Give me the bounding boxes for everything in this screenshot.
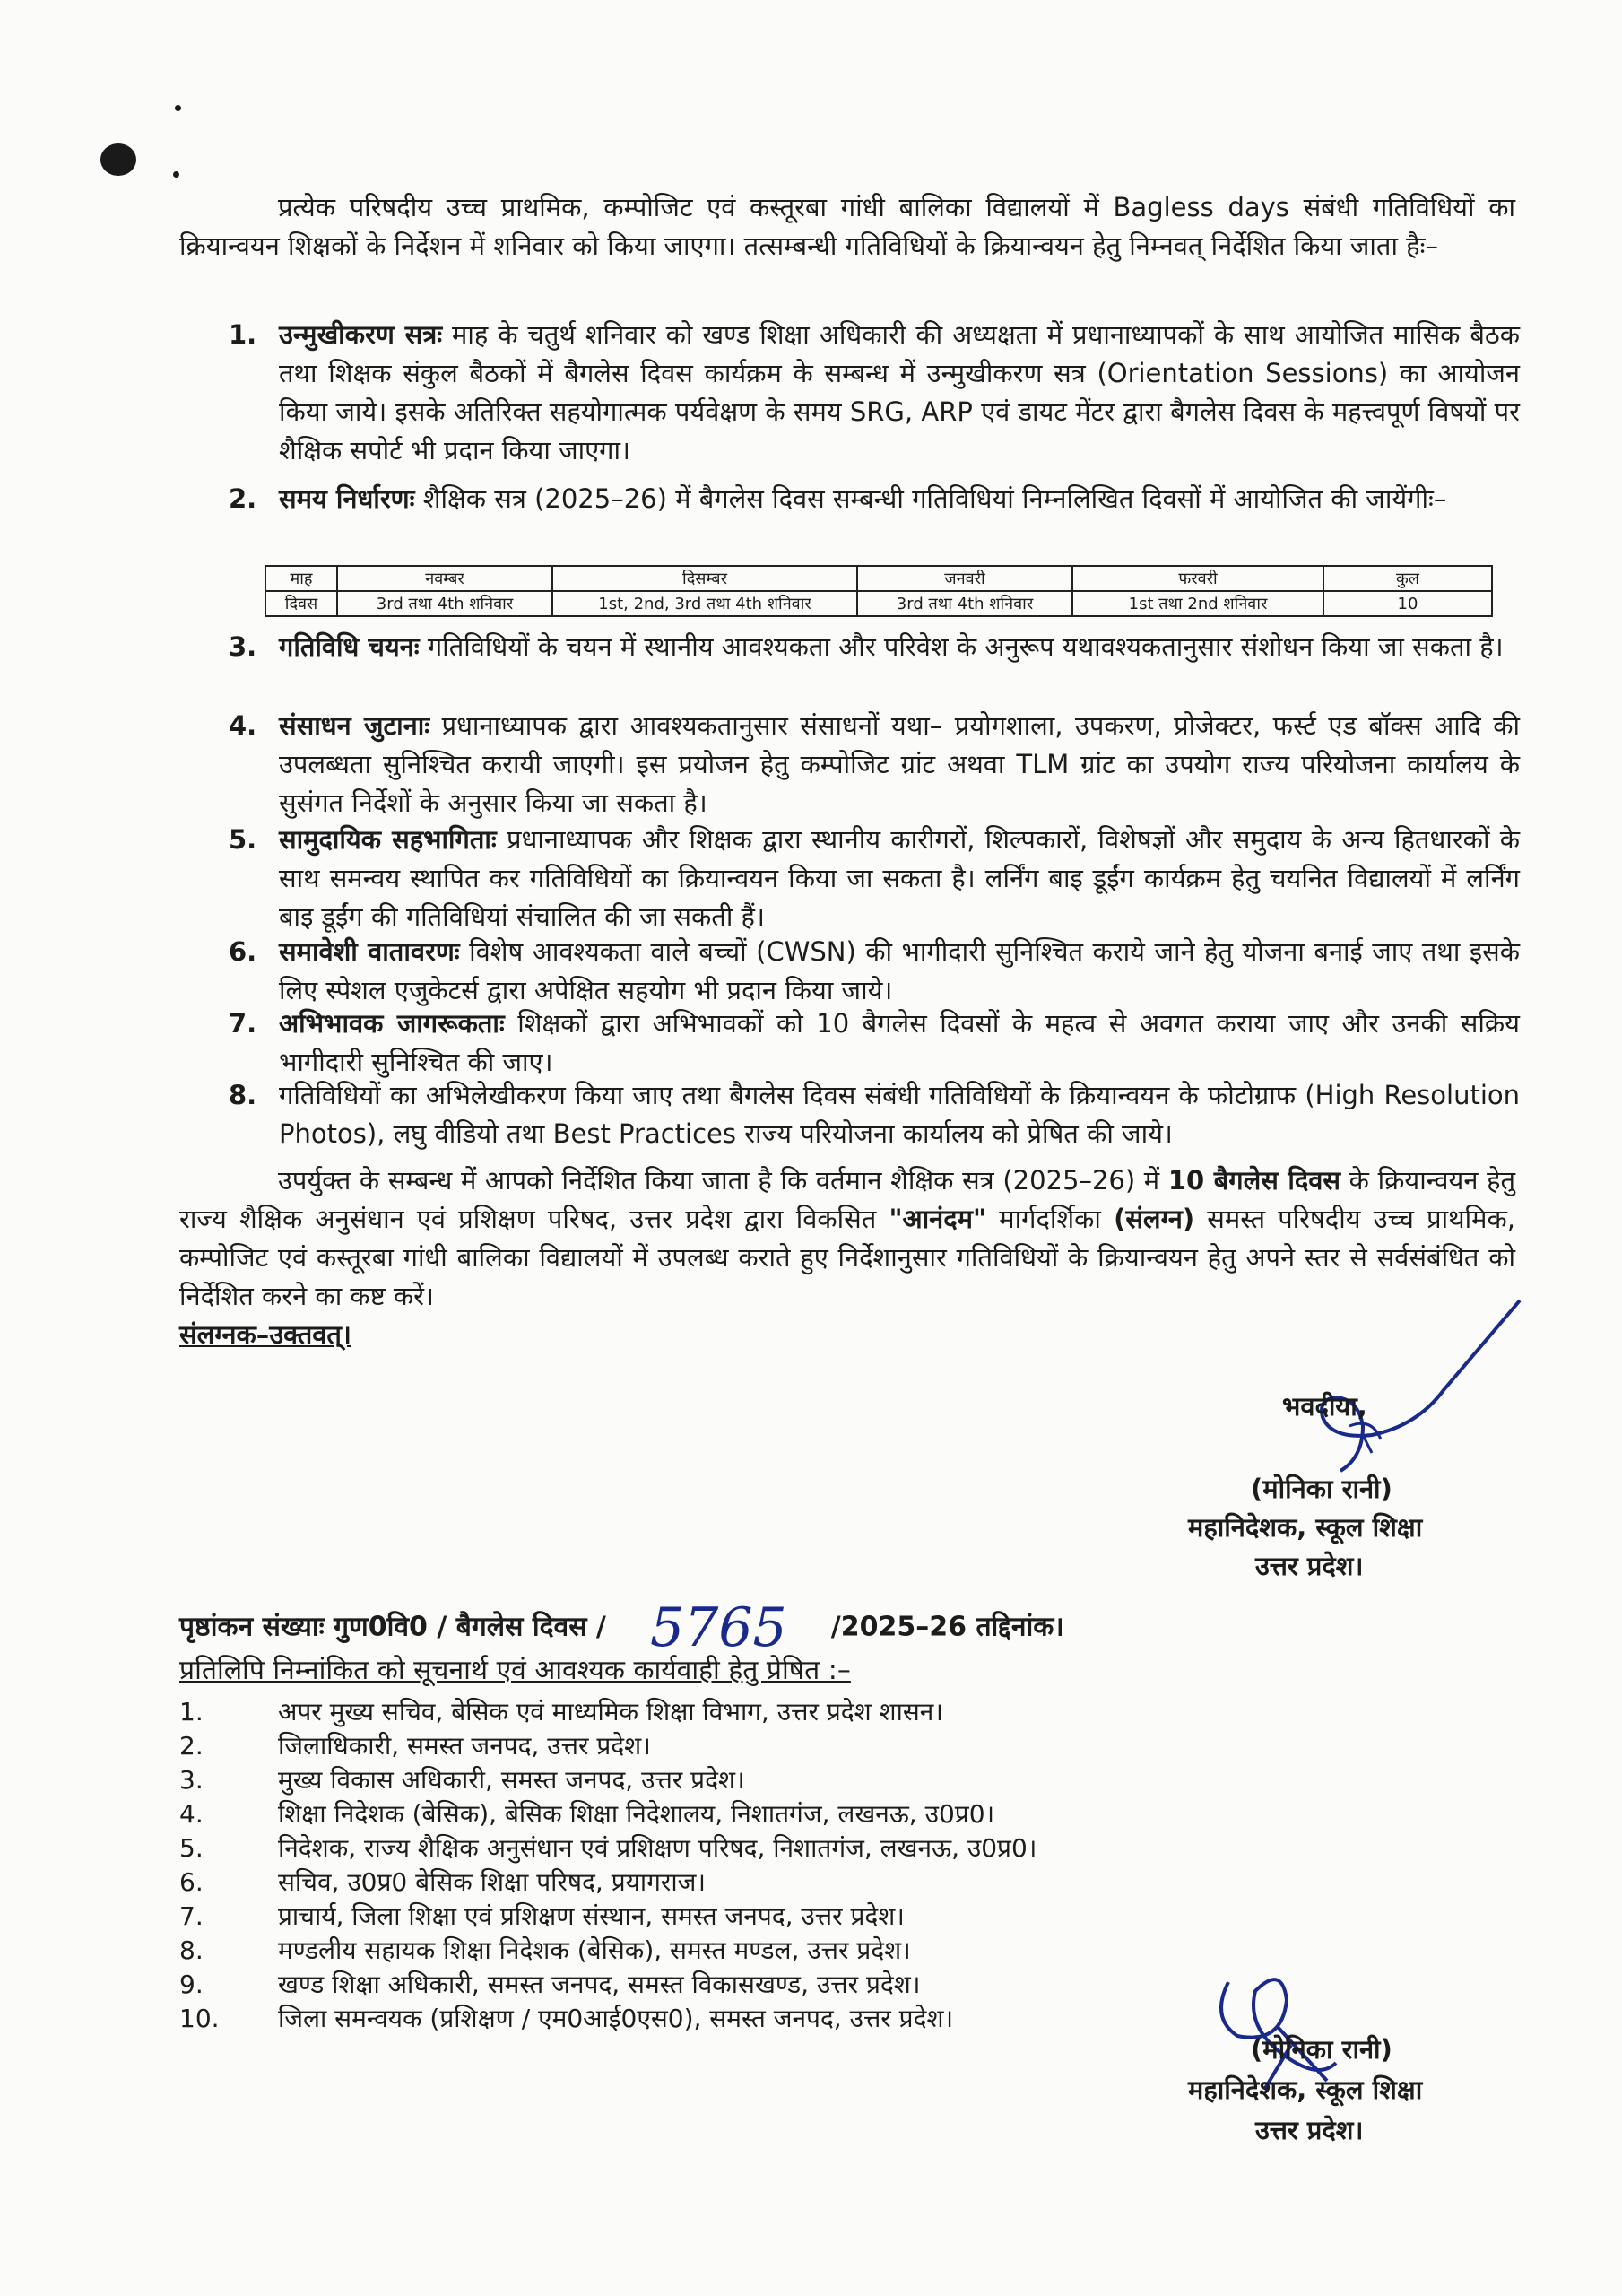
- closing-text: उपर्युक्त के सम्बन्ध में आपको निर्देशित किया जाता है कि वर्तमान शैक्षिक सत्र (2025–26) में: [278, 1165, 1168, 1196]
- item-heading: संसाधन जुटानाः: [279, 710, 430, 741]
- dot-mark: [173, 171, 179, 178]
- table-cell: 1st तथा 2nd शनिवार: [1072, 591, 1323, 616]
- item-number: 4.: [229, 710, 257, 741]
- list-item: [179, 1797, 1479, 1831]
- cc-text: मुख्य विकास अधिकारी, समस्त जनपद, उत्तर प्रदेश।: [278, 1765, 745, 1795]
- list-item: [229, 628, 1520, 666]
- cc-number: 2.: [179, 1731, 204, 1761]
- item-heading: सामुदायिक सहभागिताः: [279, 824, 497, 855]
- reference-prefix: पृष्ठांकन संख्याः गुण0वि0 / बैगलेस दिवस /: [179, 1611, 606, 1643]
- list-item: [229, 707, 1520, 822]
- list-item: [229, 821, 1520, 936]
- cc-number: 7.: [179, 1901, 204, 1931]
- signatory-state: उत्तर प्रदेश।: [1255, 2115, 1364, 2145]
- cc-number: 1.: [179, 1697, 204, 1726]
- list-item: [179, 1763, 1479, 1797]
- cc-text: प्राचार्य, जिला शिक्षा एवं प्रशिक्षण संस्थान, समस्त जनपद, उत्तर प्रदेश।: [278, 1901, 905, 1931]
- item-text: गतिविधियों का अभिलेखीकरण किया जाए तथा बैगलेस दिवस संबंधी गतिविधियों के क्रियान्वयन के फोटोग्राफ (High Resolution Photos), लघु वीडियो तथा Best Practices राज्य परियोजना कार्यालय को प्रेषित की जाये।: [279, 1080, 1520, 1149]
- signatory-name: (मोनिका रानी): [1251, 2034, 1392, 2065]
- closing-bold: (संलग्न): [1114, 1204, 1195, 1234]
- item-text: प्रधानाध्यापक द्वारा आवश्यकतानुसार संसाधनों यथा– प्रयोगशाला, उपकरण, प्रोजेक्टर, फर्स्ट एड बॉक्स आदि की उपलब्धता सुनिश्चित करायी जाएगी। इस प्रयोजन हेतु कम्पोजिट ग्रांट अथवा TLM ग्रांट का उपयोग राज्य परियोजना कार्यालय के सुसंगत निर्देशों के अनुसार किया जा सकता है।: [279, 710, 1520, 818]
- item-heading: उन्मुखीकरण सत्रः: [279, 319, 443, 350]
- list-item: [179, 1831, 1479, 1866]
- signatory-title: महानिदेशक, स्कूल शिक्षा: [1188, 2074, 1423, 2105]
- item-number: 2.: [229, 483, 257, 514]
- cc-heading: प्रतिलिपि निम्नांकित को सूचनार्थ एवं आवश्यक कार्यवाही हेतु प्रेषित :–: [179, 1655, 851, 1686]
- table-cell: 1st, 2nd, 3rd तथा 4th शनिवार: [552, 591, 857, 616]
- item-number: 6.: [229, 936, 257, 967]
- list-item: [179, 1866, 1479, 1900]
- item-heading: अभिभावक जागरूकताः: [279, 1008, 505, 1039]
- list-item: [229, 1076, 1520, 1153]
- table-header-row: [265, 566, 1492, 591]
- punch-hole-mark: [100, 144, 136, 176]
- table-header-cell: जनवरी: [857, 566, 1072, 591]
- item-text: विशेष आवश्यकता वाले बच्चों (CWSN) की भागीदारी सुनिश्चित कराये जाने हेतु योजना बनाई जाए तथा इसके लिए स्पेशल एजुकेटर्स द्वारा अपेक्षित सहयोग भी प्रदान किया जाये।: [279, 936, 1520, 1005]
- cc-text: सचिव, उ0प्र0 बेसिक शिक्षा परिषद, प्रयागराज।: [278, 1867, 706, 1897]
- cc-text: निदेशक, राज्य शैक्षिक अनुसंधान एवं प्रशिक्षण परिषद, निशातगंज, लखनऊ, उ0प्र0।: [278, 1833, 1037, 1863]
- item-text: शिक्षकों द्वारा अभिभावकों को 10 बैगलेस दिवसों के महत्व से अवगत कराया जाए और उनकी सक्रिय भागीदारी सुनिश्चित की जाए।: [279, 1008, 1520, 1077]
- list-item: [229, 316, 1520, 470]
- table-cell: 3rd तथा 4th शनिवार: [857, 591, 1072, 616]
- list-item: [179, 1695, 1479, 1729]
- cc-number: 3.: [179, 1765, 204, 1795]
- list-item: [229, 1004, 1520, 1082]
- schedule-table: [265, 565, 1493, 617]
- item-number: 3.: [229, 631, 257, 662]
- list-item: [229, 480, 1520, 518]
- closing-text: मार्गदर्शिका: [986, 1204, 1115, 1234]
- cc-number: 10.: [179, 2004, 220, 2033]
- intro-paragraph: प्रत्येक परिषदीय उच्च प्राथमिक, कम्पोजिट एवं कस्तूरबा गांधी बालिका विद्यालयों में Bagless days संबंधी गतिविधियों का क्रियान्वयन शिक्षकों के निर्देशन में शनिवार को किया जाएगा। तत्सम्बन्धी गतिविधियों के क्रियान्वयन हेतु निम्नवत् निर्देशित किया जाता हैः–: [179, 192, 1515, 261]
- item-number: 8.: [229, 1080, 257, 1110]
- item-number: 7.: [229, 1008, 257, 1039]
- cc-number: 6.: [179, 1867, 204, 1897]
- cc-text: मण्डलीय सहायक शिक्षा निदेशक (बेसिक), समस्त मण्डल, उत्तर प्रदेश।: [278, 1935, 911, 1965]
- cc-number: 9.: [179, 1970, 204, 1999]
- table-row: [265, 591, 1492, 616]
- cc-text: शिक्षा निदेशक (बेसिक), बेसिक शिक्षा निदेशालय, निशातगंज, लखनऊ, उ0प्र0।: [278, 1799, 995, 1829]
- item-number: 1.: [229, 319, 257, 350]
- table-cell: 3rd तथा 4th शनिवार: [337, 591, 552, 616]
- item-text: शैक्षिक सत्र (2025–26) में बैगलेस दिवस सम्बन्धी गतिविधियां निम्नलिखित दिवसों में आयोजित की जायेंगीः–: [414, 483, 1447, 514]
- item-text: माह के चतुर्थ शनिवार को खण्ड शिक्षा अधिकारी की अध्यक्षता में प्रधानाध्यापकों के साथ आयोजित मासिक बैठक तथा शिक्षक संकुल बैठकों में बैगलेस दिवस कार्यक्रम के सम्बन्ध में उन्मुखीकरण सत्र (Orientation Sessions) का आयोजन किया जाये। इसके अतिरिक्त सहयोगात्मक पर्यवेक्षण के समय SRG, ARP एवं डायट मेंटर द्वारा बैगलेस दिवस के महत्त्वपूर्ण विषयों पर शैक्षिक सपोर्ट भी प्रदान किया जाएगा।: [279, 319, 1520, 465]
- closing-text: समस्त परिषदीय उच्च प्राथमिक, कम्पोजिट एवं कस्तूरबा गांधी बालिका विद्यालयों में उपलब्ध कराते हुए निर्देशानुसार गतिविधियों के क्रियान्वयन हेतु अपने स्तर से सर्वसंबंधित को निर्देशित करने का कष्ट करें।: [179, 1204, 1515, 1311]
- list-item: [179, 1729, 1479, 1763]
- table-header-cell: माह: [265, 566, 337, 591]
- item-heading: गतिविधि चयनः: [279, 631, 420, 662]
- cc-number: 5.: [179, 1833, 204, 1863]
- enclosure-note: संलग्नक–उक्तवत्।: [179, 1319, 351, 1350]
- cc-number: 8.: [179, 1935, 204, 1965]
- signatory-title: महानिदेशक, स्कूल शिक्षा: [1188, 1512, 1423, 1543]
- item-number: 5.: [229, 824, 257, 855]
- cc-number: 4.: [179, 1799, 204, 1829]
- closing-text: के क्रियान्वयन हेतु राज्य शैक्षिक अनुसंधान एवं प्रशिक्षण परिषद, उत्तर प्रदेश द्वारा विकसित: [179, 1165, 1516, 1234]
- list-item: [229, 933, 1520, 1010]
- cc-text: अपर मुख्य सचिव, बेसिक एवं माध्यमिक शिक्षा विभाग, उत्तर प्रदेश शासन।: [278, 1697, 943, 1726]
- closing-bold: "आनंदम": [889, 1204, 987, 1234]
- closing-bold: 10 बैगलेस दिवस: [1167, 1165, 1341, 1196]
- table-cell: दिवस: [265, 591, 337, 616]
- item-text: प्रधानाध्यापक और शिक्षक द्वारा स्थानीय कारीगरों, शिल्पकारों, विशेषज्ञों और समुदाय के अन्य हितधारकों के साथ समन्वय स्थापित कर गतिविधियों का क्रियान्वयन किया जा सकता है। लर्निंग बाइ डूईंग कार्यक्रम हेतु चयनित विद्यालयों में लर्निंग बाइ डूईंग की गतिविधियां संचालित की जा सकती हैं।: [279, 824, 1520, 932]
- dot-mark: [175, 105, 181, 111]
- table-header-cell: नवम्बर: [337, 566, 552, 591]
- table-cell: 10: [1323, 591, 1492, 616]
- signatory-name: (मोनिका रानी): [1251, 1474, 1392, 1504]
- table-header-cell: फरवरी: [1072, 566, 1323, 591]
- cc-text: जिलाधिकारी, समस्त जनपद, उत्तर प्रदेश।: [278, 1731, 651, 1761]
- cc-text: जिला समन्वयक (प्रशिक्षण / एम0आई0एस0), समस्त जनपद, उत्तर प्रदेश।: [278, 2004, 954, 2033]
- handwritten-number: 5765: [649, 1596, 787, 1659]
- reference-suffix: /2025–26 तद्दिनांक।: [830, 1611, 1064, 1643]
- item-heading: समय निर्धारणः: [279, 483, 415, 514]
- list-item: [179, 1900, 1479, 1934]
- table-header-cell: दिसम्बर: [552, 566, 857, 591]
- item-text: गतिविधियों के चयन में स्थानीय आवश्यकता और परिवेश के अनुरूप यथावश्यकतानुसार संशोधन किया जा सकता है।: [419, 631, 1504, 662]
- table-header-cell: कुल: [1323, 566, 1492, 591]
- signatory-state: उत्तर प्रदेश।: [1255, 1551, 1364, 1581]
- item-heading: समावेशी वातावरणः: [279, 936, 460, 967]
- greeting: भवदीया,: [1282, 1391, 1367, 1422]
- cc-text: खण्ड शिक्षा अधिकारी, समस्त जनपद, समस्त विकासखण्ड, उत्तर प्रदेश।: [278, 1970, 921, 1999]
